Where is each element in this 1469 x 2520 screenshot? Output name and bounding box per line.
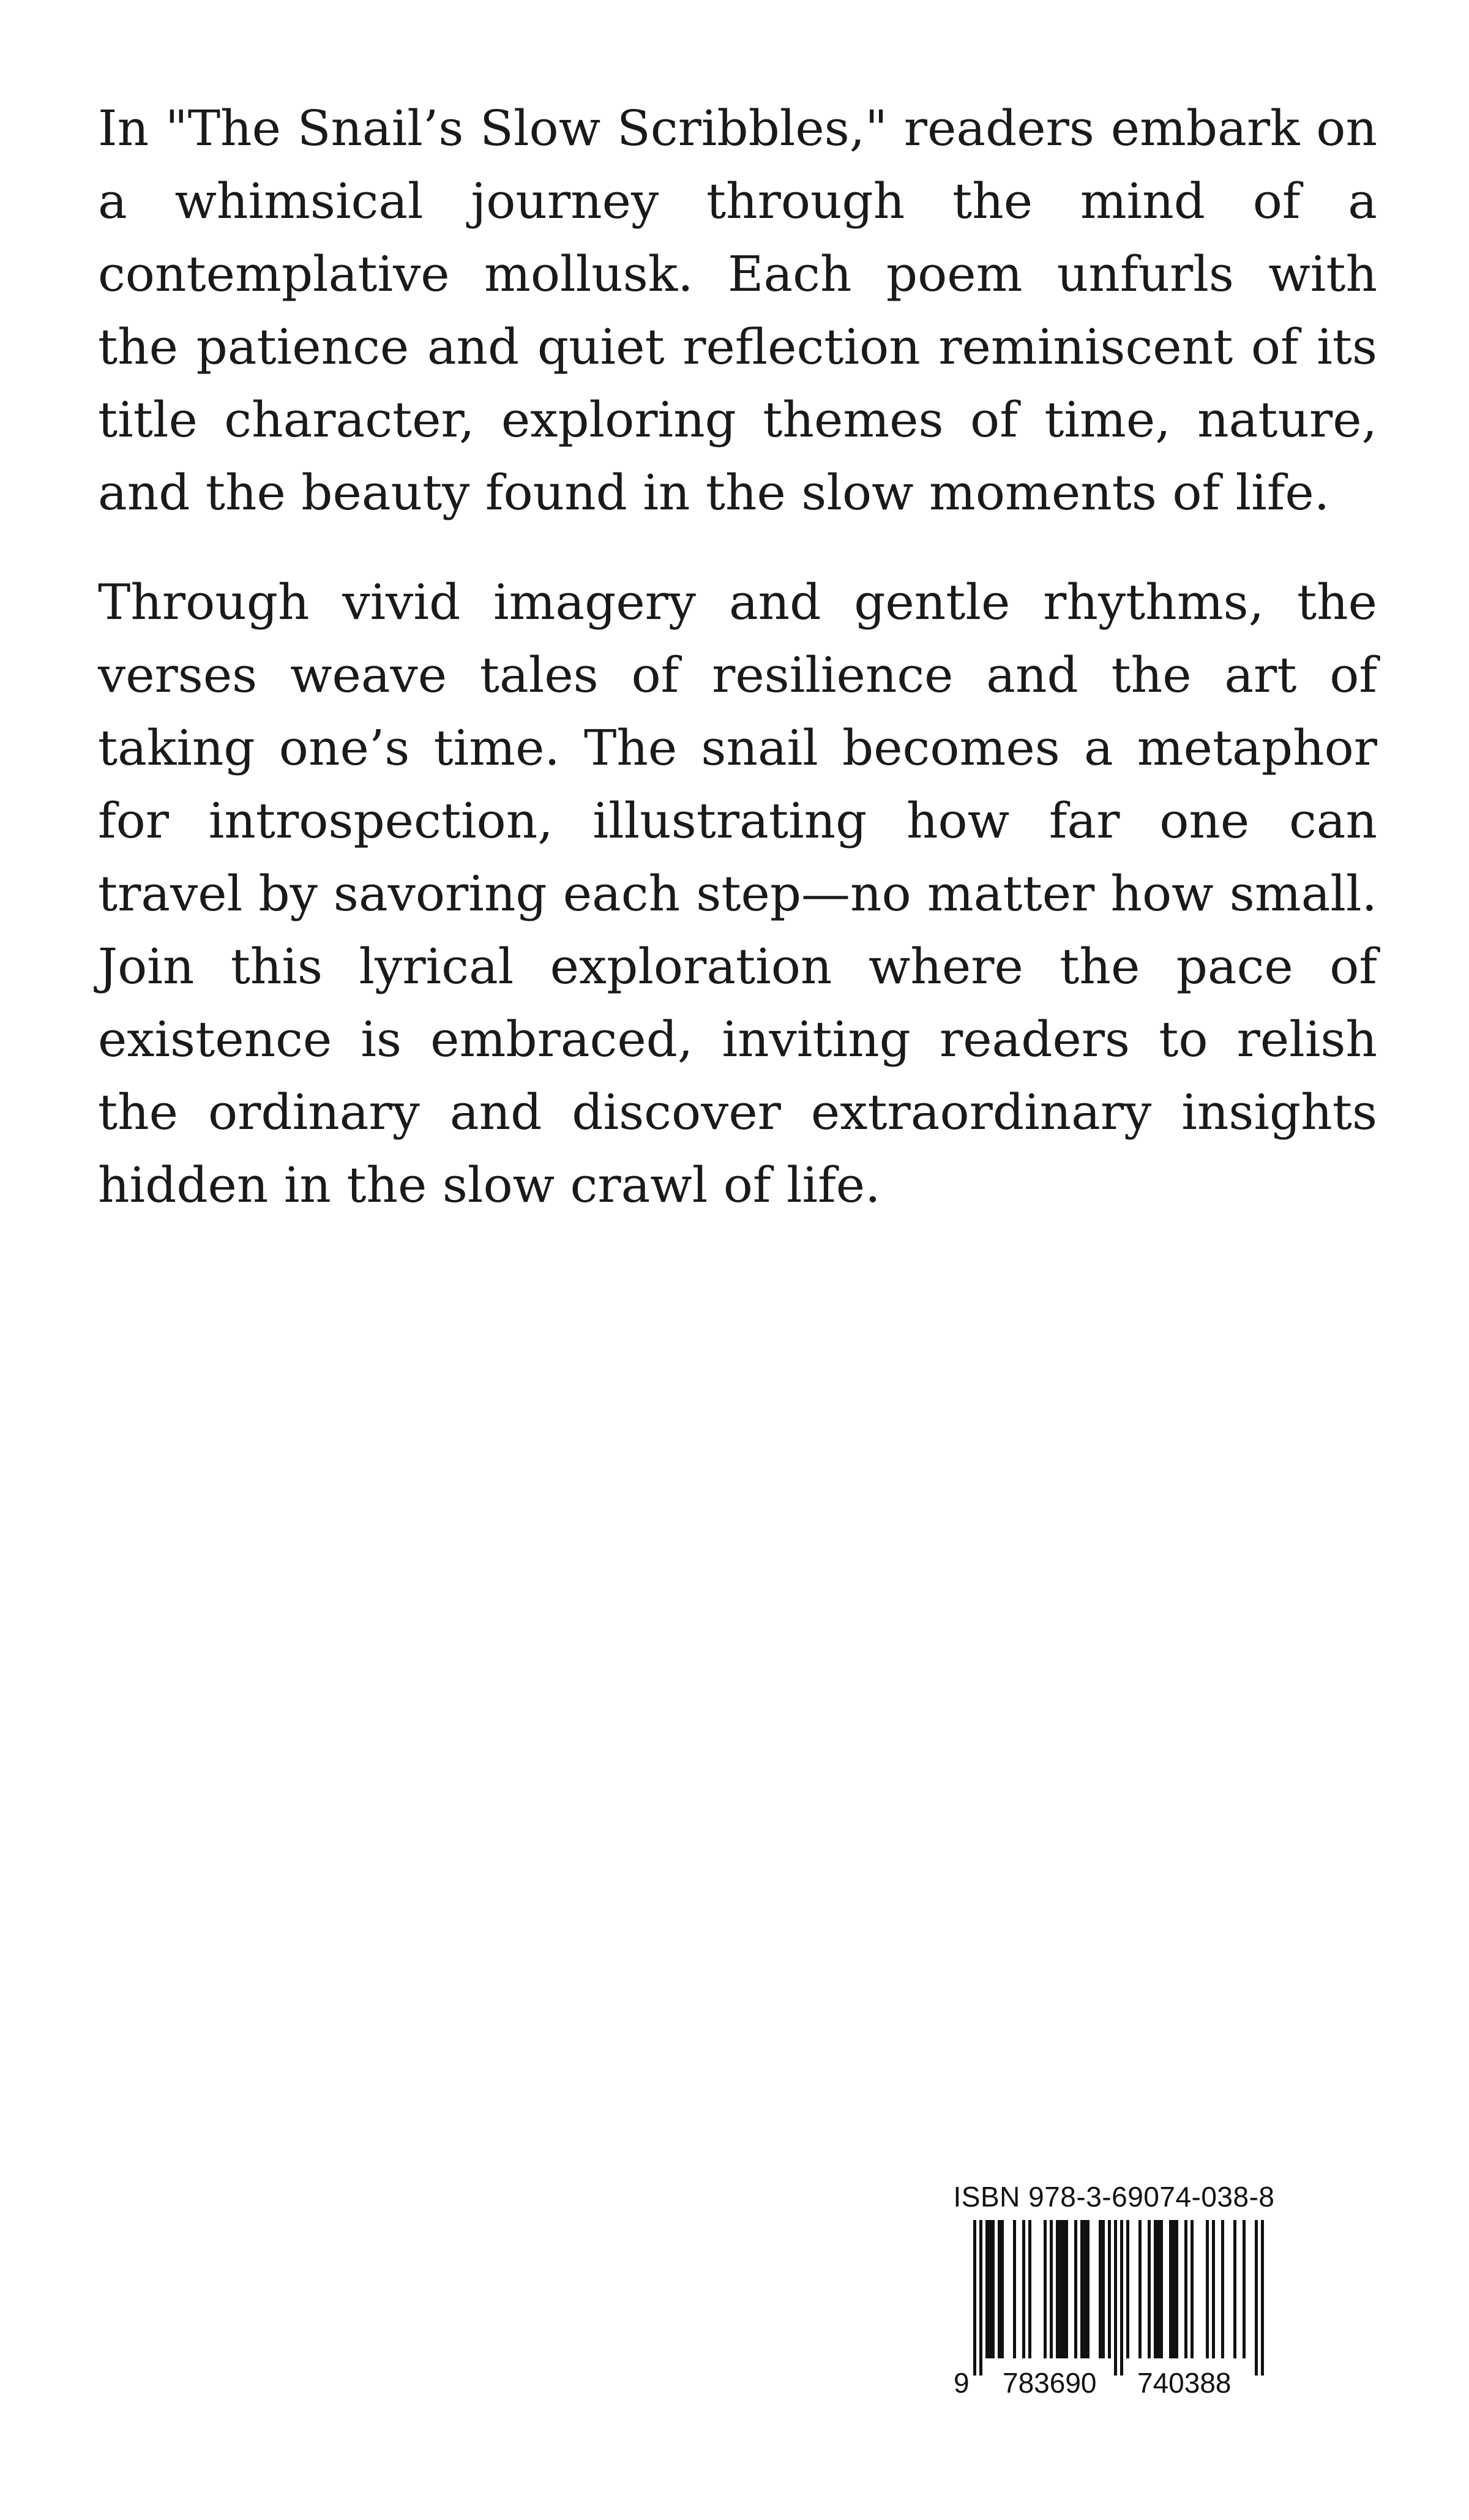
barcode-bar — [1169, 2220, 1172, 2358]
barcode-bar — [1022, 2220, 1025, 2358]
barcode-bar — [1154, 2220, 1157, 2358]
barcode-graphic — [943, 2220, 1285, 2400]
barcode-bar — [1175, 2220, 1178, 2358]
barcode-bar — [1243, 2220, 1246, 2358]
barcode-bar — [1138, 2220, 1142, 2358]
barcode-bar — [1157, 2220, 1160, 2358]
back-cover-blurb — [98, 92, 1377, 1258]
barcode-bar — [1050, 2220, 1053, 2358]
barcode-bar — [1001, 2220, 1004, 2358]
barcode-digits-right: 740388 — [1137, 2367, 1232, 2399]
barcode-bar — [992, 2220, 995, 2358]
barcode-bar — [1108, 2220, 1111, 2358]
barcode-bar — [1080, 2220, 1083, 2358]
barcode-bar — [1056, 2220, 1059, 2358]
barcode-bar — [1172, 2220, 1175, 2358]
barcode-bar — [1261, 2220, 1264, 2376]
barcode-bar — [1062, 2220, 1065, 2358]
barcode-bar — [1126, 2220, 1129, 2358]
barcode-bar — [1184, 2220, 1187, 2358]
barcode-bar — [1221, 2220, 1224, 2358]
barcode-bar — [989, 2220, 992, 2358]
blurb-paragraph-2: Through vivid imagery and gentle rhythms, the verses weave tales of resilience and the art of taking one’s time. The snail becomes a metaphor for introspection, illustrating how far one can travel by savoring each step—no matter how small. Join this lyrical exploration where the pace of existence is embraced, inviting readers to relish the ordinary and discover extraordinary insights hidden in the slow crawl of life. — [98, 574, 1377, 1213]
barcode-bar — [979, 2220, 982, 2376]
barcode-bar — [1044, 2220, 1047, 2358]
barcode-digit-first: 9 — [954, 2367, 970, 2399]
barcode-bar — [1013, 2220, 1016, 2358]
barcode-bar — [1102, 2220, 1105, 2358]
isbn-barcode-block — [943, 2180, 1285, 2400]
barcode-bar — [998, 2220, 1001, 2358]
barcode-bar — [1028, 2220, 1031, 2358]
barcode-bar — [1065, 2220, 1068, 2358]
barcode-bar — [973, 2220, 976, 2376]
barcode-bar — [1255, 2220, 1258, 2376]
barcode-bar — [1086, 2220, 1090, 2358]
isbn-label: ISBN 978-3-69074-038-8 — [953, 2181, 1275, 2213]
barcode-bar — [1074, 2220, 1077, 2358]
barcode-bar — [985, 2220, 989, 2358]
barcode-bar — [1206, 2220, 1209, 2358]
blurb-paragraph-1: In "The Snail’s Slow Scribbles," readers embark on a whimsical journey through the mind of a contemplative mollusk. Each poem unfurls with the patience and quiet reflection reminiscent of its title character, exploring themes of time, nature, and the beauty found in the slow moments of life. — [98, 100, 1377, 521]
barcode-bar — [1099, 2220, 1102, 2358]
barcode-bar — [1059, 2220, 1062, 2358]
barcode-bar — [1233, 2220, 1236, 2358]
barcode-bar — [1114, 2220, 1117, 2376]
barcode-digits-left: 783690 — [1003, 2367, 1097, 2399]
barcode-bar — [1212, 2220, 1215, 2358]
barcode-bar — [1160, 2220, 1163, 2358]
barcode-bar — [1148, 2220, 1151, 2358]
barcode-bars — [973, 2220, 1264, 2376]
barcode-bar — [1120, 2220, 1123, 2376]
barcode-bar — [1083, 2220, 1086, 2358]
barcode-bar — [1191, 2220, 1194, 2358]
